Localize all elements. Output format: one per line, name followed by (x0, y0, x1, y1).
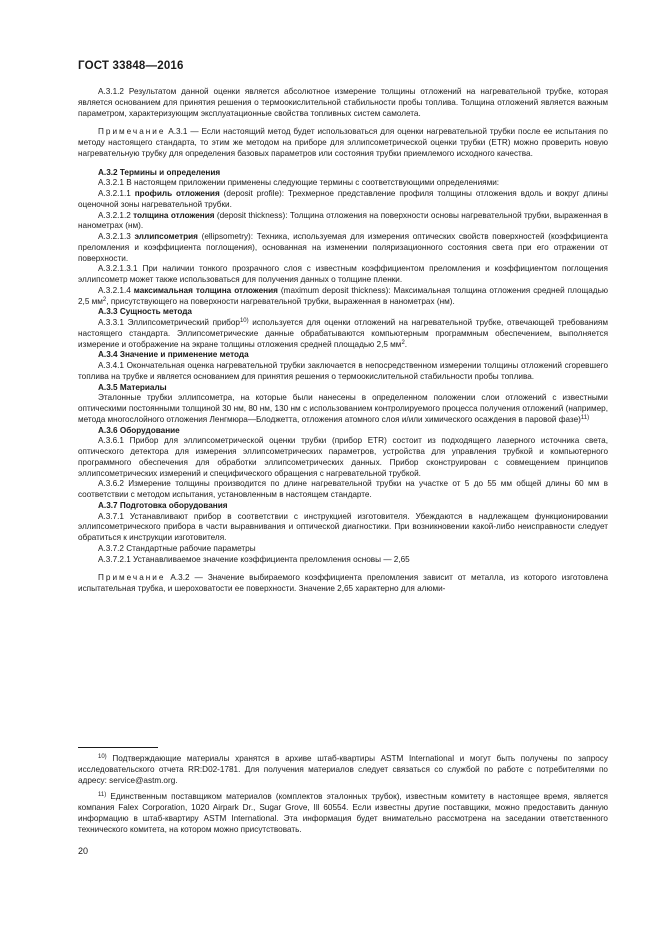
term-definition: (maximum deposit thickness): Максимальная толщина отложения средней площадью 2,5 мм (78, 285, 608, 306)
page-number: 20 (78, 846, 89, 856)
clause-a3721: А.3.7.2.1 Устанавливаемое значение коэффициента преломления основы — 2,65 (98, 554, 410, 564)
term-max-deposit-thickness (78, 286, 608, 308)
clause-a321: А.3.2.1 В настоящем приложении применены следующие термины с соответствующими определениями: (98, 178, 500, 188)
term-definition: (deposit profile): Трехмерное представление профиля толщины отложения вдоль и вокруг длины оценочной зоны нагревательной трубки. (78, 189, 608, 209)
term-ellipsometry (78, 232, 608, 264)
clause-a341: А.3.4.1 Окончательная оценка нагревательной трубки заключается в непосредственном измерении толщины отложений сгоревшего топлива на трубке и является основанием для принятия решения о термоокислительной стабильности пробы топлива. (78, 361, 608, 381)
term-deposit-thickness (78, 211, 608, 233)
heading-a33: А.3.3 Сущность метода (98, 307, 192, 317)
clause-a331 (78, 318, 608, 350)
term-deposit-profile (78, 189, 608, 211)
superscript: 2 (401, 339, 405, 346)
footnote-mark: 10) (98, 754, 107, 760)
footnotes (78, 754, 608, 841)
footnote-mark: 11) (98, 792, 107, 799)
clause-a361: А.3.6.1 Прибор для эллипсометрической оценки трубки (прибор ETR) состоит из подходящего лазерного источника света, оптического детектора для измерения эллипсометрических параметров, устройства для управления трубкой и компьютерного программного обеспечения для обработки эллипсометрических данных. Прибор сконструирован с совмещением принципов эллипсометрических измерений и специфического обращения с нагревательной трубкой. (78, 436, 608, 478)
note-a32 (78, 573, 608, 595)
clause-a35 (78, 393, 608, 425)
term-definition-end: , присутствующего на поверхности нагревательной трубки, выраженная в нанометрах (нм). (106, 296, 455, 306)
term-name: профиль отложения (134, 189, 220, 198)
clause-text: Эталонные трубки эллипсометра, на которые были нанесены в определенном положении слои отложений с известными оптическими постоянными толщиной 30 нм, 80 нм, 130 нм с использованием контролируемого процесса получения отложений (например, метода многослойного отложения Ленгмюра—Блоджетта, отложения атомного слоя и/или химического осаждения в паровой фазе) (78, 393, 608, 424)
standard-header: ГОСТ 33848—2016 (78, 60, 184, 72)
term-name: максимальная толщина отложения (133, 285, 278, 295)
footnote-separator (78, 747, 158, 748)
clause-a372: А.3.7.2 Стандартные рабочие параметры (98, 543, 256, 553)
footnote-text: Подтверждающие материалы хранятся в архиве штаб-квартиры ASTM International и могут быть получены по запросу исследовательского отчета RR:D02-1781. Для получения материалов следует связаться со службой по работе с потребителями по адресу: service@astm.org. (78, 754, 608, 785)
clause-text: А.3.3.1 Эллипсометрический прибор (98, 318, 240, 327)
footnote-ref-11: 11) (580, 414, 590, 421)
term-number: А.3.2.1.4 (98, 285, 134, 295)
term-name: толщина отложения (133, 210, 215, 220)
clause-a32131: А.3.2.1.3.1 При наличии тонкого прозрачного слоя с известным коэффициентом преломления и коэффициентом поглощения эллипсометр может также использоваться для получения данных о толщине пленки. (78, 264, 608, 284)
clause-a362: А.3.6.2 Измерение толщины производится по длине нагревательной трубки на участке от 5 до 55 мм общей длины 60 мм в соответствии с методом испытания, установленным в настоящем стандарте. (78, 479, 608, 499)
clause-a371: А.3.7.1 Устанавливают прибор в соответствии с инструкцией изготовителя. Убеждаются в надлежащем функционировании эллипсометрического прибора в части выравнивания и оптической диагностики. При возникновении какой-либо неисправности следует обратиться к инструкции изготовителя. (78, 511, 608, 542)
footnote-10 (78, 754, 608, 786)
main-text (78, 87, 608, 595)
note-label: Примечание (98, 127, 166, 137)
heading-a34: А.3.4 Значение и применение метода (98, 350, 249, 360)
term-definition: (deposit thickness): Толщина отложения на поверхности основы нагревательной трубки, выраженная в нанометрах (нм). (78, 210, 608, 231)
note-text: А.3.1 — Если настоящий метод будет использоваться для оценки нагревательной трубки после ее испытания по методу настоящего стандарта, то этим же методом на приборе для эллипсометрической оценки трубки (ETR) можно проверить новую нагревательную трубку для определения базовых параметров или состояния трубки приемлемого исходного качества. (78, 127, 608, 158)
term-definition: (ellipsometry): Техника, используемая для измерения оптических свойств поверхностей (коэффициента преломления и коэффициента поглощения), основанная на изменении поляризационного состояния света при его отражении от поверхности. (78, 232, 608, 263)
footnote-text: Единственным поставщиком материалов (комплектов эталонных трубок), известным комитету в настоящее время, является компания Falex Corporation, 1020 Airpark Dr., Sugar Grove, Ill 60554. Если известны другие поставщики, можно предоставить данную информацию в штаб-квартиру ASTM International. Эта информация будет внимательно рассмотрена на заседании ответственного технического комитета, на котором можно присутствовать. (78, 792, 608, 834)
note-text: А.3.2 — Значение выбираемого коэффициента преломления зависит от металла, из которого изготовлена испытательная трубка, и шероховатости ее поверхности. Значение 2,65 характерно для алюми- (78, 573, 608, 593)
term-number: А.3.2.1.3 (98, 232, 135, 241)
term-number: А.3.2.1.1 (98, 189, 135, 198)
note-a31 (78, 127, 608, 159)
term-number: А.3.2.1.2 (98, 210, 134, 220)
clause-text-cont: используется для оценки отложений на нагревательной трубке, отвечающей требованиям настоящего стандарта. Эллипсометрические данные обрабатываются компьютерным программным обеспечением, выполняется измерение и отображение на экране толщины отложения средней площадью 2,5 мм (78, 318, 608, 349)
footnote-ref-10: 10) (239, 318, 249, 324)
superscript: 2 (102, 296, 107, 303)
heading-a36: А.3.6 Оборудование (98, 425, 180, 435)
heading-a32: А.3.2 Термины и определения (98, 167, 221, 177)
term-name: эллипсометрия (134, 232, 198, 241)
heading-a37: А.3.7 Подготовка оборудования (98, 500, 228, 510)
note-label: Примечание (98, 573, 166, 583)
footnote-11 (78, 792, 608, 835)
clause-text-end: . (404, 339, 408, 349)
heading-a35: А.3.5 Материалы (98, 382, 167, 392)
clause-a312: А.3.1.2 Результатом данной оценки является абсолютное измерение толщины отложений на нагревательной трубке, которая является основанием для принятия решения о термоокислительной стабильности пробы топлива. Толщина отложений является важным параметром, характеризующим эксплуатационные свойства топливных систем самолета. (78, 87, 608, 118)
